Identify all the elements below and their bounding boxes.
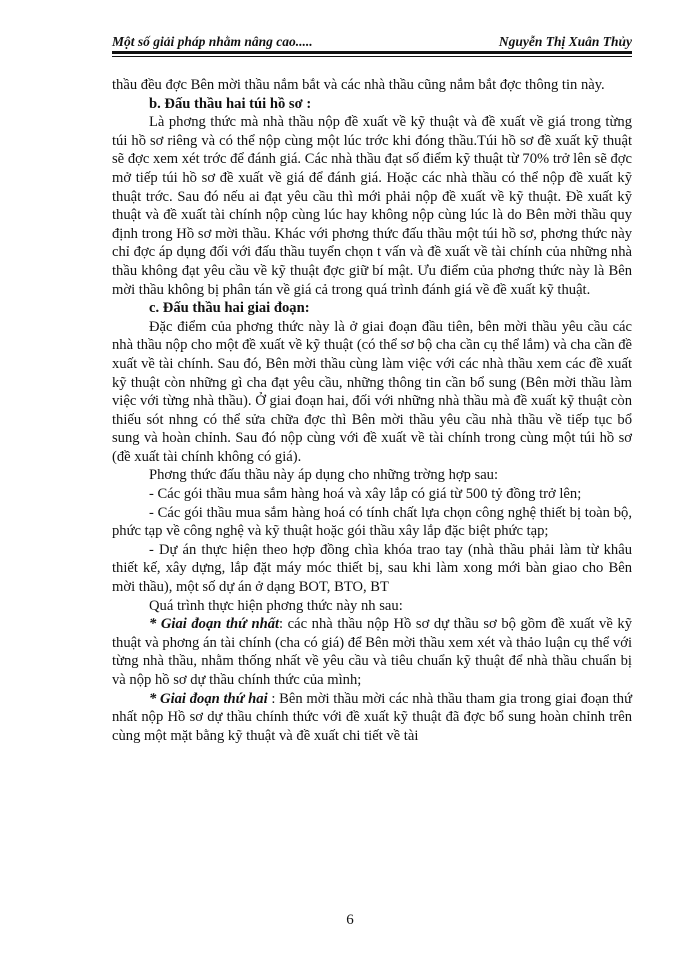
- section-heading-c: c. Đấu thầu hai giai đoạn:: [149, 300, 310, 317]
- list-item: - Các gói thầu mua sắm hàng hoá có tính chất lựa chọn công nghệ thiết bị toàn bộ, phức tạp về công nghệ và kỹ thuật hoặc gói thầu xây lắp đặc biệt phức tạp;: [112, 504, 632, 540]
- stage-one-text: : các nhà thầu nộp Hồ sơ dự thầu sơ bộ gồm đề xuất về kỹ thuật và phơng án tài chính (cha có giá) để Bên mời thầu xem xét và thảo luận cụ thể với từng nhà thầu, nhằm thống nhất về yêu cầu và tiêu chuẩn kỹ thuật để nhà thầu chuẩn bị và nộp hồ sơ dự thầu chính thức của mình;: [112, 616, 632, 688]
- paragraph-continuation: thầu đều đợc Bên mời thầu nắm bắt và các nhà thầu cũng nắm bắt đợc thông tin này.: [112, 77, 605, 93]
- paragraph-stage-two: [112, 690, 632, 746]
- header-rule-thick: [112, 51, 632, 54]
- header-rule-thin: [112, 56, 632, 57]
- paragraph-two-envelope: Là phơng thức mà nhà thầu nộp đề xuất về kỹ thuật và đề xuất về giá trong từng túi hồ sơ riêng và có thể nộp cùng một lúc trớc khi đóng thầu.Túi hồ sơ đề xuất kỹ thuật sẽ đợc xem xét trớc để đánh giá. Các nhà thầu đạt số điểm kỹ thuật từ 70% trở lên sẽ đợc mở tiếp túi hồ sơ đề xuất về giá để đánh giá. Hoặc các nhà thầu có thể nộp đề xuất kỹ thuật trớc. Sau đó nếu ai đạt yêu cầu thì mới phải nộp đề xuất về kỹ thuật. Đề xuất kỹ thuật và đề xuất tài chính nộp cùng lúc hay không nộp cùng lúc là do Bên mời thầu quy định trong Hồ sơ mời thầu. Khác với phơng thức đấu thầu một túi hồ sơ, phơng thức này chỉ đợc áp dụng đối với đấu thầu tuyển chọn t vấn và đề xuất về tài chính của những nhà thầu không đạt yêu cầu về kỹ thuật đợc giữ bí mật. Ưu điểm của phơng thức này là Bên mời thầu không bị phân tán về giá cả trong quá trình đánh giá về đề xuất kỹ thuật.: [112, 114, 632, 298]
- header-author: Nguyễn Thị Xuân Thủy: [498, 34, 632, 49]
- paragraph-stage-one: [112, 615, 632, 689]
- stage-one-label: * Giai đoạn thứ nhất: [149, 616, 280, 633]
- paragraph-process: Quá trình thực hiện phơng thức này nh sau:: [149, 597, 403, 614]
- paragraph-two-stage: Đặc điểm của phơng thức này là ở giai đoạn đầu tiên, bên mời thầu yêu cầu các nhà thầu nộp cho một đề xuất về kỹ thuật (có thể sơ bộ cha cần cụ thể lắm) và cha cần đề xuất về tài chính. Sau đó, Bên mời thầu cùng làm việc với các nhà thầu xem các đề xuất kỹ thuật còn những gì cha đạt yêu cầu, những thông tin cần bổ sung (Bên mời thầu làm việc với từng nhà thầu). Ở giai đoạn hai, đối với những nhà thầu mà đề xuất kỹ thuật còn thiếu sót nhng có thể sửa chữa đợc thì Bên mời thầu yêu cầu nhà thầu về tiếp tục bổ sung và hoàn chỉnh. Sau đó nộp cùng với đề xuất về tài chính trong cùng một túi hồ sơ (đề xuất tài chính không có giá).: [112, 318, 632, 465]
- page-number: 6: [346, 912, 354, 928]
- list-item: - Dự án thực hiện theo hợp đồng chìa khóa trao tay (nhà thầu phải làm từ khâu thiết kế, xây dựng, lắp đặt máy móc thiết bị, sau khi làm xong mới bàn giao cho Bên mời thầu), một số dự án ở dạng BOT, BTO, BT: [112, 541, 632, 596]
- section-heading-b: b. Đấu thầu hai túi hồ sơ :: [149, 95, 312, 112]
- stage-two-label: * Giai đoạn thứ hai: [149, 690, 268, 707]
- stage-two-text: : Bên mời thầu mời các nhà thầu tham gia trong giai đoạn thứ nhất nộp Hồ sơ dự thầu chính thức với đề xuất kỹ thuật đã đợc bổ sung hoàn chỉnh trên cùng một mặt bằng kỹ thuật và đề xuất chi tiết về tài: [112, 690, 632, 744]
- paragraph-applies-to: Phơng thức đấu thầu này áp dụng cho những trờng hợp sau:: [149, 467, 499, 484]
- header-title: Một số giải pháp nhằm nâng cao.....: [112, 34, 313, 49]
- page-body: [112, 76, 632, 745]
- list-item: - Các gói thầu mua sắm hàng hoá và xây lắp có giá từ 500 tỷ đồng trở lên;: [149, 486, 582, 503]
